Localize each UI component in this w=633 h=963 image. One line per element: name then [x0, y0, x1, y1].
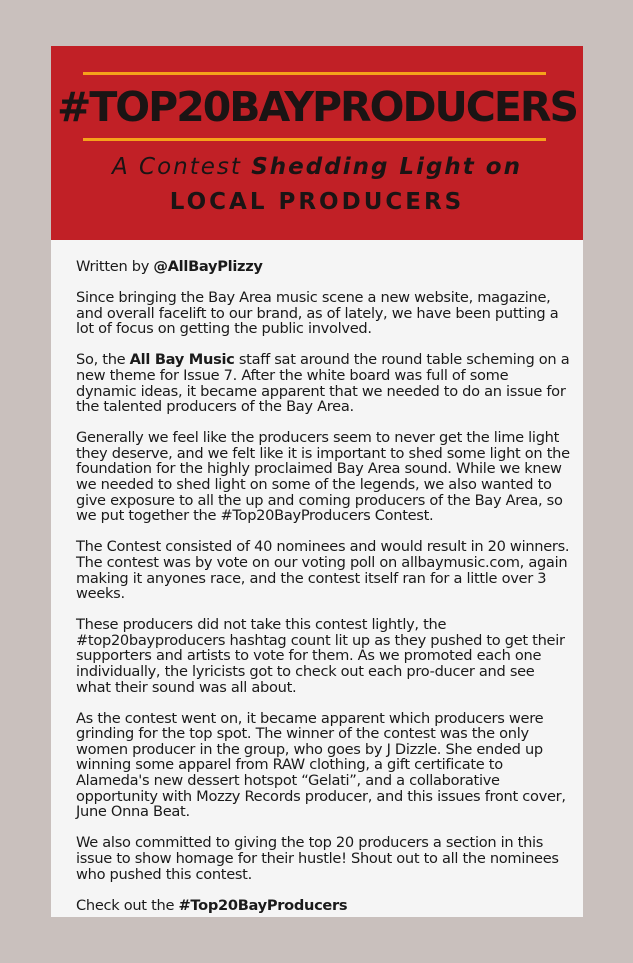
byline-author: @AllBayPlizzy [153, 258, 263, 275]
byline-prefix: Written by [76, 258, 154, 275]
article-body [76, 259, 570, 929]
headline: #TOP20BAYPRODUCERS [56, 83, 578, 131]
subtitle-line-1 [51, 151, 583, 183]
closing-line [76, 898, 570, 914]
paragraph-2 [76, 352, 570, 414]
closing-hashtag: #Top20BayProducers [178, 896, 348, 914]
subtitle-emphasis: Shedding Light on [251, 154, 522, 180]
paragraph-6: As the contest went on, it became apparent which producers were grinding for the top spot. The winner of the contest was the only women producer in the group, who goes by J Dizzle. She ended up winning some apparel from RAW clothing, a gift certificate to Alameda's new dessert hotspot “Gelati”, and a collaborative opportunity with Mozzy Records producer, and this issues front cover, June Onna Beat. [76, 709, 566, 821]
article-card [51, 46, 583, 917]
paragraph-2-rest: staff sat around the round table scheming on a new theme for Issue 7. After the white board was full of some dynamic ideas, it became apparent that we needed to do an issue for the talented producers of the Bay Area. [76, 351, 570, 416]
header-bottom-rule [83, 138, 546, 141]
paragraph-5: These producers did not take this contest lightly, the #top20bayproducers hashtag count lit up as they pushed to get their supporters and artists to vote for them. As we promoted each one individually, the lyricists got to check out each pro-ducer and see what their sound was all about. [76, 616, 565, 696]
paragraph-2-brand: All Bay Music [129, 351, 235, 369]
paragraph-4: The Contest consisted of 40 nominees and would result in 20 winners. The contest was by vote on our voting poll on allbaymusic.com, again making it anyones race, and the contest itself ran for a little over 3 weeks. [76, 538, 570, 603]
header-top-rule [83, 72, 546, 75]
paragraph-3: Generally we feel like the producers seem to never get the lime light they deserve, and we felt like it is important to shed some light on the foundation for the highly proclaimed Bay Area sound. While we knew we needed to shed light on some of the legends, we also wanted to give exposure to all the up and coming producers of the Bay Area, so we put together the #Top20BayProducers Contest. [76, 429, 570, 525]
article-header-banner [51, 46, 583, 240]
byline [76, 259, 570, 275]
paragraph-1: Since bringing the Bay Area music scene a new website, magazine, and overall facelift to our brand, as of lately, we have been putting a lot of focus on getting the public involved. [76, 289, 559, 338]
subtitle-line-2: LOCAL PRODUCERS [169, 189, 465, 215]
closing-prefix: Check out the [76, 896, 179, 914]
paragraph-7: We also committed to giving the top 20 producers a section in this issue to show homage for their hustle! Shout out to all the nominees who pushed this contest. [76, 834, 559, 883]
subtitle-prefix: A Contest [112, 154, 252, 180]
paragraph-2-lead: So, the [76, 351, 130, 369]
